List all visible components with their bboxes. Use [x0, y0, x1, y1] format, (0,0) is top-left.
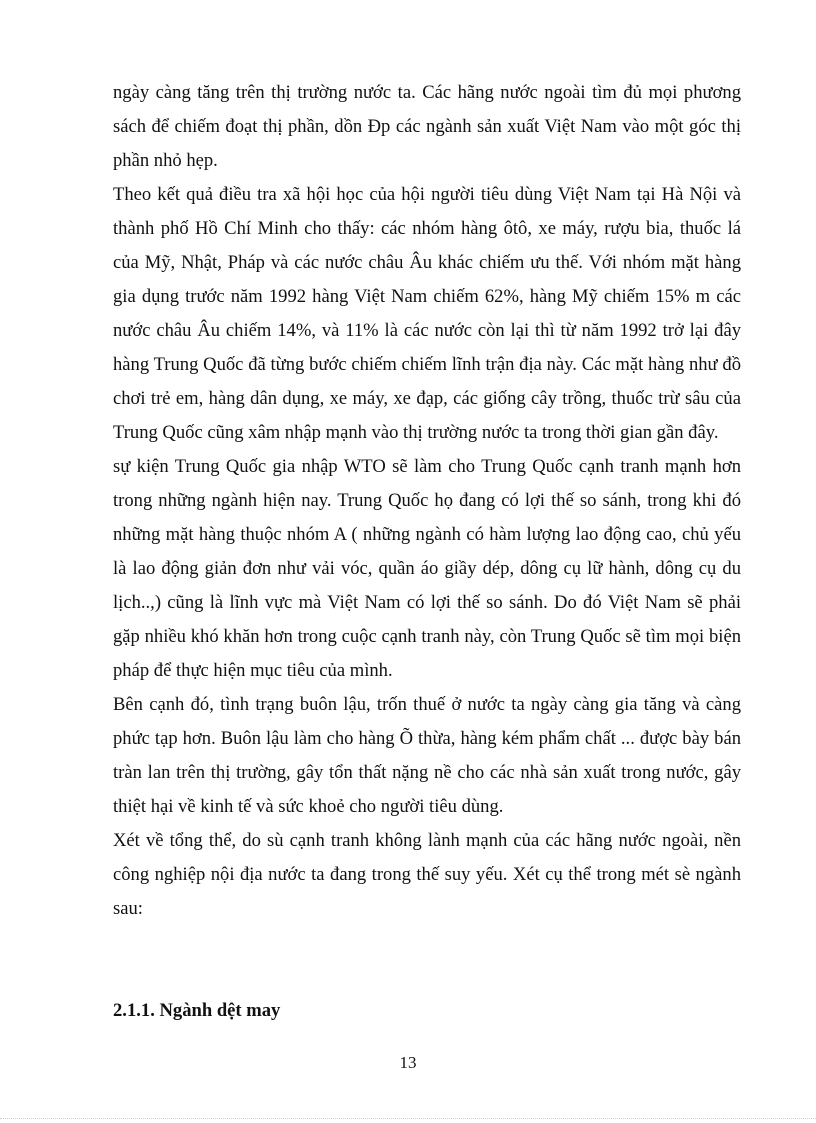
- paragraph-3: sự kiện Trung Quốc gia nhập WTO sẽ làm cho Trung Quốc cạnh tranh mạnh hơn trong những ngành hiện nay. Trung Quốc họ đang có lợi thế so sánh, trong khi đó những mặt hàng thuộc nhóm A ( những ngành có hàm lượng lao động cao, chủ yếu là lao động giản đơn như vải vóc, quần áo giầy dép, dông cụ lữ hành, dông cụ du lịch..,) cũng là lĩnh vực mà Việt Nam có lợi thế so sánh. Do đó Việt Nam sẽ phải gặp nhiều khó khăn hơn trong cuộc cạnh tranh này, còn Trung Quốc sẽ tìm mọi biện pháp để thực hiện mục tiêu của mình.: [113, 456, 741, 681]
- page-number: 13: [399, 1053, 417, 1072]
- section-heading: 2.1.1. Ngành dệt may: [113, 1000, 281, 1021]
- paragraph-5: Xét về tổng thể, do sù cạnh tranh không lành mạnh của các hãng nước ngoài, nền công nghiệp nội địa nước ta đang trong thế suy yếu. Xét cụ thể trong mét sè ngành sau:: [113, 830, 741, 919]
- paragraph-2: Theo kết quả điều tra xã hội học của hội người tiêu dùng Việt Nam tại Hà Nội và thành phố Hồ Chí Minh cho thấy: các nhóm hàng ôtô, xe máy, rượu bia, thuốc lá của Mỹ, Nhật, Pháp và các nước châu Âu khác chiếm ưu thế. Với nhóm mặt hàng gia dụng trước năm 1992 hàng Việt Nam chiếm 62%, hàng Mỹ chiếm 15% m các nước châu Âu chiếm 14%, và 11% là các nước còn lại thì từ năm 1992 trở lại đây hàng Trung Quốc đã từng bước chiếm chiếm lĩnh trận địa này. Các mặt hàng như đồ chơi trẻ em, hàng dân dụng, xe máy, xe đạp, các giống cây trồng, thuốc trừ sâu của Trung Quốc cũng xâm nhập mạnh vào thị trường nước ta trong thời gian gần đây.: [113, 184, 741, 443]
- page-bottom-border: [0, 1118, 816, 1119]
- paragraph-4: Bên cạnh đó, tình trạng buôn lậu, trốn thuế ở nước ta ngày càng gia tăng và càng phức tạp hơn. Buôn lậu làm cho hàng Õ thừa, hàng kém phẩm chất ... được bày bán tràn lan trên thị trường, gây tổn thất nặng nề cho các nhà sản xuất trong nước, gây thiệt hại về kinh tế và sức khoẻ cho người tiêu dùng.: [113, 694, 741, 817]
- body-text: [113, 76, 741, 926]
- paragraph-1: ngày càng tăng trên thị trường nước ta. Các hãng nước ngoài tìm đủ mọi phương sách để chiếm đoạt thị phần, dồn Ðp các ngành sản xuất Việt Nam vào một góc thị phần nhỏ hẹp.: [113, 82, 741, 171]
